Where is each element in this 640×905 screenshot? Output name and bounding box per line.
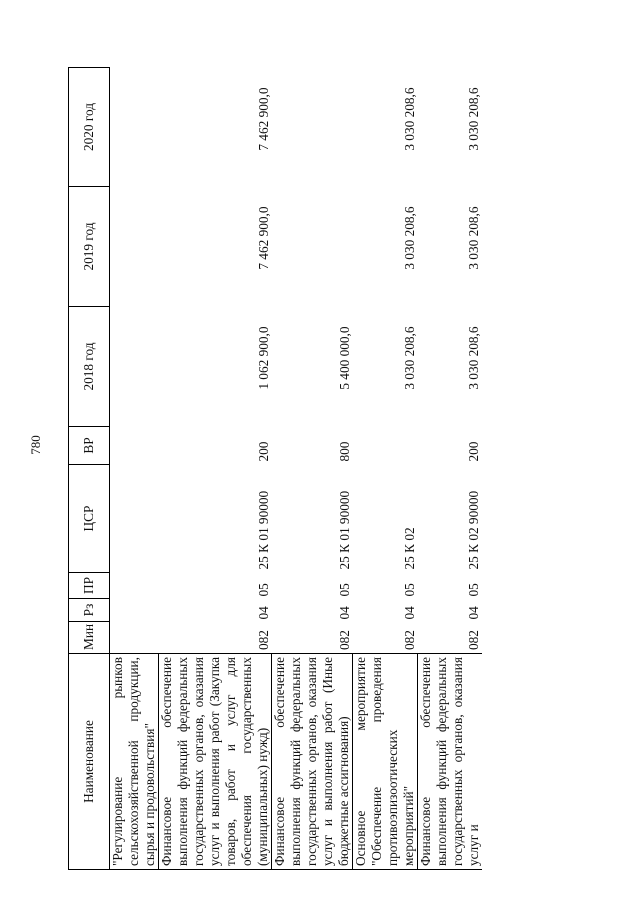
row-vr: 200 [255,441,271,462]
row-2019: 3 030 208,6 [466,206,481,270]
row-vr [110,427,159,465]
table-row [418,68,483,870]
row-2019 [110,187,159,307]
row-name: Финансовое обеспечение выполнения функций федеральных государственных органов, оказания услуг и выполнения работ (Закупка товаров, работ и услуг для обеспечения государственных (муниципальных) нужд) [159,654,272,870]
row-2020: 3 030 208,6 [466,87,481,151]
header-2020: 2020 год [69,68,110,187]
row-rz: 04 [401,606,417,620]
row-pr: 05 [336,583,352,597]
table-row [272,68,353,870]
row-min: 082 [466,630,481,650]
budget-table [68,67,482,870]
row-name: Финансовое обеспечение выполнения функций федеральных государственных органов, оказания услуг и выполнения работ (Иные бюджетные ассигнования) [272,654,353,870]
row-2018 [110,307,159,427]
row-pr [110,573,159,599]
row-2018: 5 400 000,0 [336,326,352,390]
row-pr: 05 [401,583,417,597]
table-row [159,68,272,870]
header-vr: ВР [69,427,110,465]
row-rz [110,599,159,622]
row-name: "Регулирование рынков сельскохозяйственной продукции, сырья и продовольствия" [110,654,159,870]
row-csr: 25 К 01 90000 [336,490,352,570]
row-min: 082 [401,630,417,650]
header-name: Наименование [69,654,110,870]
row-2018: 1 062 900,0 [255,326,271,390]
row-pr: 05 [466,583,481,597]
row-name: Основное мероприятие "Обеспечение проведения противоэпизоотических мероприятий" [353,654,418,870]
table-header-row [69,68,110,870]
row-vr [353,427,418,465]
row-name: Финансовое обеспечение выполнения функций федеральных государственных органов, оказания услуг и [418,654,483,870]
row-2020 [272,68,353,187]
rotated-table-container [68,30,598,870]
row-2020 [110,68,159,187]
header-pr: ПР [69,573,110,599]
row-2019: 7 462 900,0 [255,206,271,270]
row-rz: 04 [466,606,481,620]
row-2020: 7 462 900,0 [255,87,271,151]
table-row [110,68,159,870]
row-rz: 04 [255,606,271,620]
row-pr: 05 [255,583,271,597]
row-2020: 3 030 208,6 [401,87,417,151]
row-min [110,622,159,654]
row-vr: 200 [466,441,481,462]
row-2019 [272,187,353,307]
header-2018: 2018 год [69,307,110,427]
row-2018: 3 030 208,6 [401,326,417,390]
row-min: 082 [255,630,271,650]
header-min: Мин [69,622,110,654]
page-number: 780 [28,435,43,455]
row-csr: 25 К 02 90000 [466,490,481,570]
header-csr: ЦСР [69,465,110,573]
header-rz: Рз [69,599,110,622]
table-row [353,68,418,870]
header-2019: 2019 год [69,187,110,307]
row-vr: 800 [336,441,352,462]
row-csr: 25 К 01 90000 [255,490,271,570]
row-min: 082 [336,630,352,650]
row-csr [110,465,159,573]
row-csr: 25 К 02 [401,527,417,570]
row-2018: 3 030 208,6 [466,326,481,390]
row-rz: 04 [336,606,352,620]
row-2019: 3 030 208,6 [401,206,417,270]
